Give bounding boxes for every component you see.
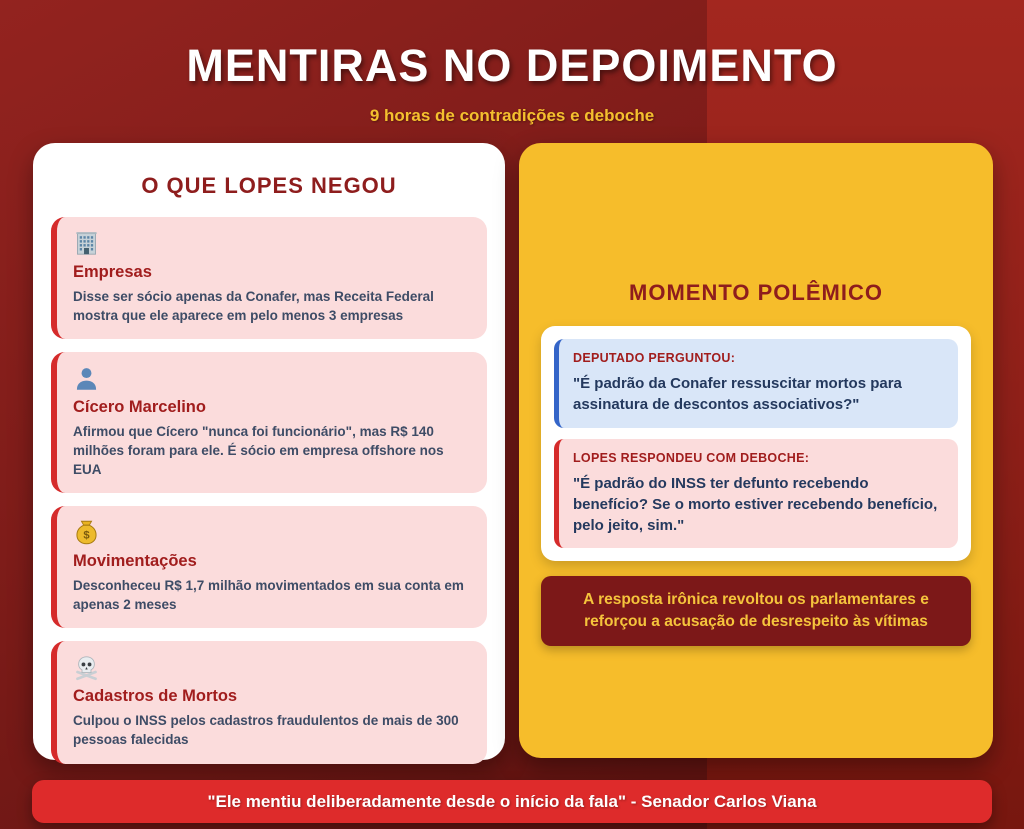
footer-quote: "Ele mentiu deliberadamente desde o início da fala" - Senador Carlos Viana — [207, 791, 817, 811]
answer-label: LOPES RESPONDEU COM DEBOCHE: — [573, 450, 810, 465]
person-silhouette-icon — [73, 365, 100, 392]
denials-card-title: O QUE LOPES NEGOU — [141, 173, 397, 198]
deny-heading: Movimentações — [73, 552, 197, 571]
footer-banner — [32, 780, 992, 823]
deny-text: Desconheceu R$ 1,7 milhão movimentados em sua conta em apenas 2 meses — [73, 578, 464, 612]
deny-heading: Cícero Marcelino — [73, 398, 206, 417]
deny-text: Afirmou que Cícero "nunca foi funcionário", mas R$ 140 milhões foram para ele. É sócio em empresa offshore nos EUA — [73, 424, 444, 477]
page-subtitle: 9 horas de contradições e deboche — [369, 106, 655, 125]
money-bag-icon — [73, 519, 100, 546]
polemic-card — [519, 143, 993, 758]
question-quote: "É padrão da Conafer ressuscitar mortos para assinatura de descontos associativos?" — [573, 375, 902, 414]
deny-text: Disse ser sócio apenas da Conafer, mas Receita Federal mostra que ele aparece em pelo menos 3 empresas — [73, 289, 434, 323]
deny-item-cicero — [51, 352, 487, 493]
question-label: DEPUTADO PERGUNTOU: — [573, 351, 736, 365]
lopes-answer-box — [554, 439, 958, 549]
polemic-card-title: MOMENTO POLÊMICO — [629, 280, 883, 305]
deny-item-cadastros — [51, 641, 487, 763]
header — [0, 0, 1024, 126]
exchange-card — [541, 326, 971, 561]
denials-card — [33, 143, 505, 760]
deny-text: Culpou o INSS pelos cadastros fraudulentos de mais de 300 pessoas falecidas — [73, 713, 459, 747]
deny-item-movimentacoes — [51, 506, 487, 628]
answer-quote: "É padrão do INSS ter defunto recebendo benefício? Se o morto estiver recebendo benefício, pelo jeito, sim." — [573, 474, 938, 535]
deny-heading: Empresas — [73, 263, 152, 281]
verdict-box — [541, 576, 971, 646]
skull-crossbones-icon — [73, 654, 100, 681]
svg-text:$: $ — [83, 529, 90, 542]
deputy-question-box — [554, 339, 958, 428]
deny-item-empresas — [51, 217, 487, 339]
office-building-icon — [73, 230, 100, 257]
deny-heading: Cadastros de Mortos — [73, 687, 238, 706]
verdict-text: A resposta irônica revoltou os parlamentares e reforçou a acusação de desrespeito às vítimas — [583, 591, 929, 631]
page-title: MENTIRAS NO DEPOIMENTO — [186, 40, 838, 91]
